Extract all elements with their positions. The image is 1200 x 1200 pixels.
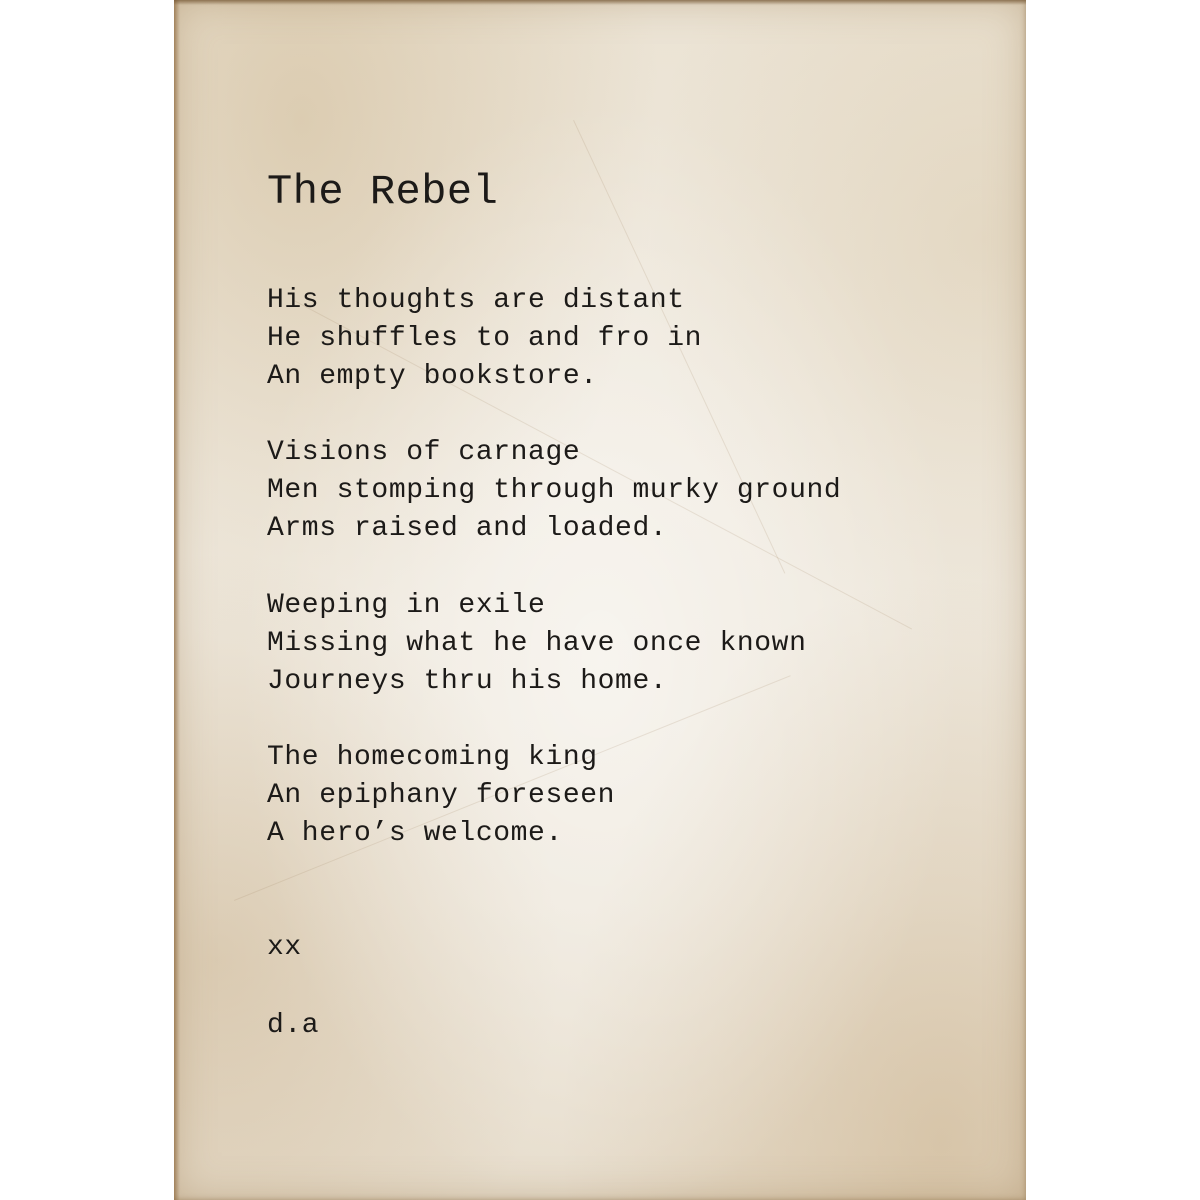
aged-paper-sheet <box>174 0 1026 1200</box>
paper-edge-top <box>174 0 1026 5</box>
poem-line: Missing what he have once known <box>267 628 807 659</box>
stanza-3 <box>267 587 807 701</box>
poem-line: An epiphany foreseen <box>267 780 616 811</box>
stanza-2 <box>267 434 841 548</box>
poem-title: The Rebel <box>267 168 499 216</box>
poem-line: Weeping in exile <box>267 590 546 621</box>
stanza-1 <box>267 282 702 396</box>
poem-line: He shuffles to and fro in <box>267 323 703 354</box>
poem-line: Arms raised and loaded. <box>267 513 668 544</box>
paper-edge-left <box>174 0 180 1200</box>
poem-line: Men stomping through murky ground <box>267 475 842 506</box>
poem-line: A hero’s welcome. <box>267 818 563 849</box>
poem-line: An empty bookstore. <box>267 361 598 392</box>
poem-line: Journeys thru his home. <box>267 666 668 697</box>
closing-text: xx <box>267 932 302 963</box>
poem-line: Visions of carnage <box>267 437 581 468</box>
stanza-4 <box>267 739 615 853</box>
signature-text: d.a <box>267 1010 320 1041</box>
poem-line: His thoughts are distant <box>267 285 685 316</box>
poem-line: The homecoming king <box>267 742 598 773</box>
